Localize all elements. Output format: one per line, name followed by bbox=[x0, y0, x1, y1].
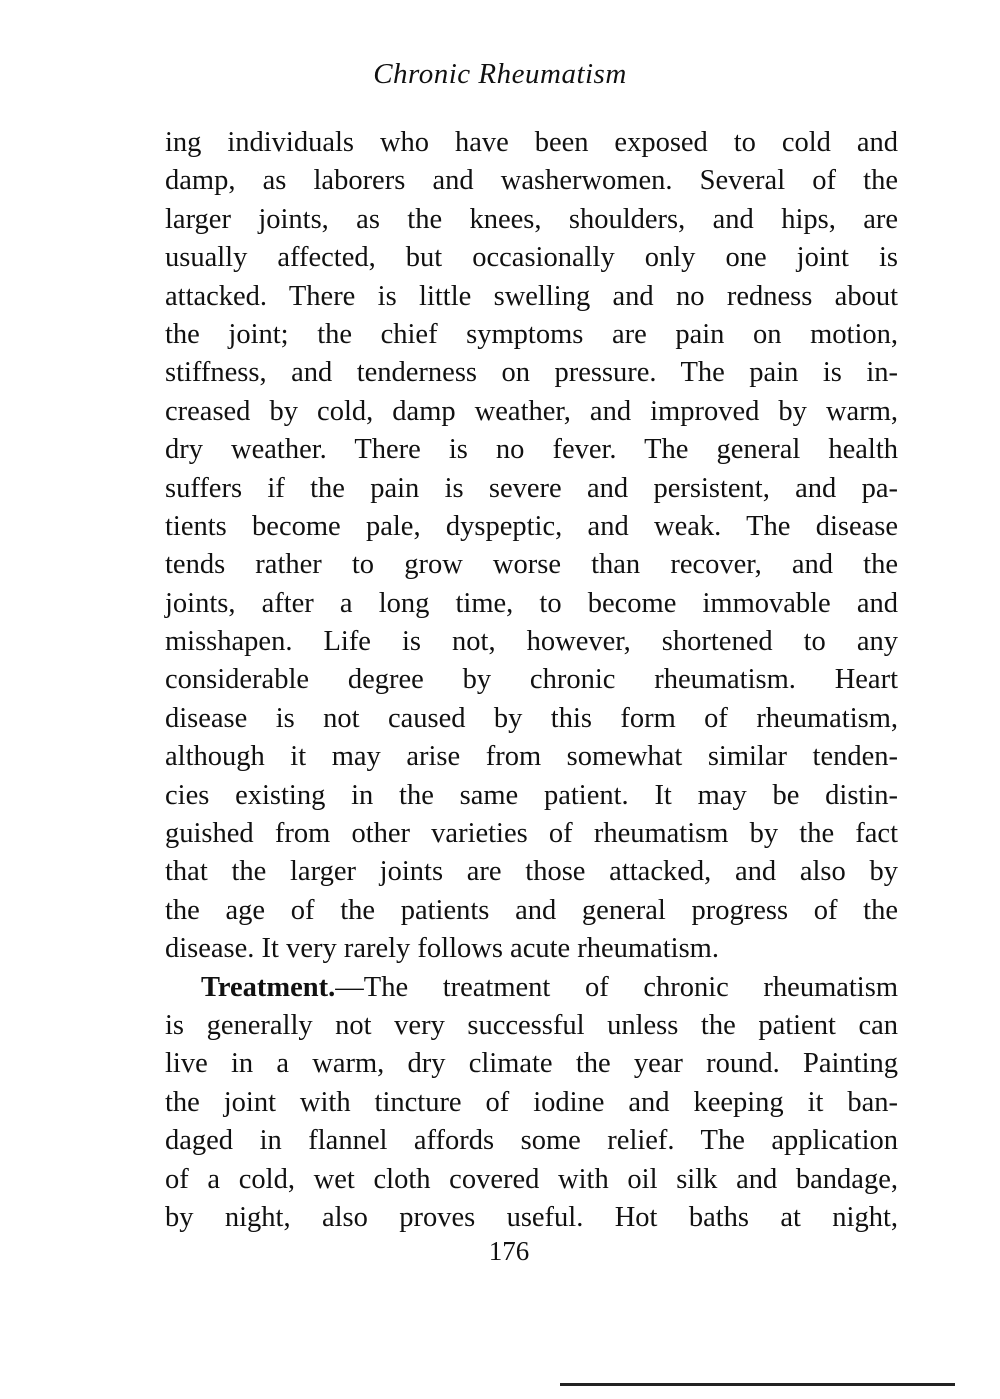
text-line: misshapen. Life is not, however, shortened to any bbox=[165, 626, 898, 658]
text-line: ing individuals who have been exposed to cold and bbox=[165, 127, 898, 158]
running-header: Chronic Rheumatism bbox=[373, 58, 627, 90]
text-line: dry weather. There is no fever. The general health bbox=[165, 434, 898, 466]
text-line: usually affected, but occasionally only one joint is bbox=[165, 242, 898, 274]
text-line: tients become pale, dyspeptic, and weak. The disease bbox=[165, 510, 898, 542]
text-line: damp, as laborers and washerwomen. Several of the bbox=[165, 165, 898, 197]
text-line: of a cold, wet cloth covered with oil silk and bandage, bbox=[165, 1163, 898, 1195]
text-line: is generally not very successful unless the patient can bbox=[165, 1009, 898, 1041]
text-line: daged in flannel affords some relief. The application bbox=[165, 1125, 898, 1157]
text-line: cies existing in the same patient. It may be distin- bbox=[165, 779, 898, 811]
text-line: the joint with tincture of iodine and keeping it ban- bbox=[165, 1086, 898, 1118]
section-heading-treatment: Treatment. bbox=[201, 971, 336, 1003]
page-number: 176 bbox=[488, 1236, 530, 1266]
footer-rule bbox=[560, 1383, 955, 1386]
text-line: joints, after a long time, to become immovable and bbox=[165, 587, 898, 619]
text-line: although it may arise from somewhat similar tenden- bbox=[165, 741, 898, 773]
page-body bbox=[165, 124, 898, 1237]
text-line: the age of the patients and general progress of the bbox=[165, 894, 898, 926]
paragraph-1 bbox=[165, 124, 898, 969]
paragraph-treatment bbox=[165, 969, 898, 1238]
text-line: live in a warm, dry climate the year round. Painting bbox=[165, 1048, 898, 1080]
text-line: stiffness, and tenderness on pressure. The pain is in- bbox=[165, 357, 898, 389]
text-line: larger joints, as the knees, shoulders, and hips, are bbox=[165, 203, 898, 235]
text-line: tends rather to grow worse than recover, and the bbox=[165, 549, 898, 581]
text-line: creased by cold, damp weather, and improved by warm, bbox=[165, 395, 898, 427]
text-line: disease is not caused by this form of rheumatism, bbox=[165, 702, 898, 734]
text-line: guished from other varieties of rheumatism by the fact bbox=[165, 818, 898, 850]
text-line: considerable degree by chronic rheumatism. Heart bbox=[165, 664, 898, 696]
text-line: suffers if the pain is severe and persistent, and pa- bbox=[165, 472, 898, 504]
text-line: attacked. There is little swelling and no redness about bbox=[165, 280, 898, 312]
text-line: disease. It very rarely follows acute rheumatism. bbox=[165, 933, 719, 965]
text-line-rest: —The treatment of chronic rheumatism bbox=[335, 971, 898, 1003]
text-line: that the larger joints are those attacked, and also by bbox=[165, 856, 898, 888]
text-line bbox=[165, 969, 898, 1007]
text-line: the joint; the chief symptoms are pain on motion, bbox=[165, 318, 898, 350]
text-line: by night, also proves useful. Hot baths at night, bbox=[165, 1201, 898, 1233]
